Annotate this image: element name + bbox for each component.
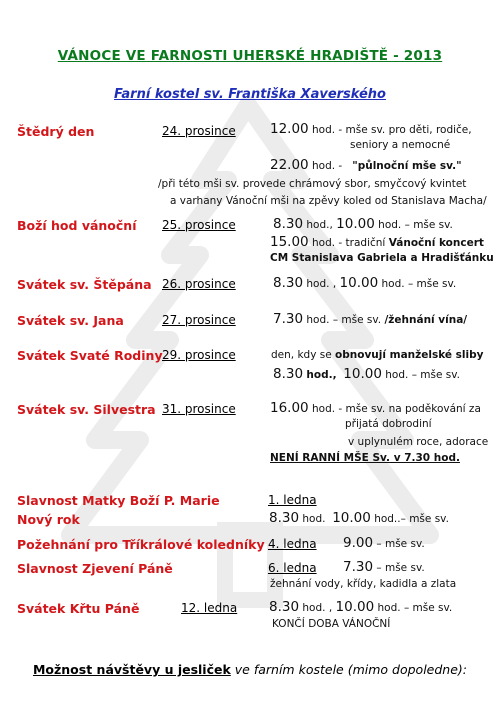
st-sylvester-note: NENÍ RANNÍ MŠE Sv. v 7.30 hod. (270, 452, 460, 464)
feast-st-john: Svátek sv. Jana (17, 313, 124, 328)
church-subtitle: Farní kostel sv. Františka Xaverského (114, 87, 386, 102)
christmas-day-line-1: 8.30 hod., 10.00 hod. – mše sv. (273, 216, 453, 232)
christmas-eve-note-2: a varhany Vánoční mši na zpěvy koled od Stanislava Macha/ (170, 195, 487, 207)
feast-christmas-eve: Štědrý den (17, 124, 95, 139)
feast-new-year: Nový rok (17, 512, 80, 527)
st-sylvester-line-2: přijatá dobrodiní (345, 418, 432, 430)
date-st-sylvester: 31. prosince (162, 402, 236, 416)
christmas-eve-line-3: 22.00 hod. - "půlnoční mše sv." (270, 157, 462, 173)
christmas-eve-line-1: 12.00 hod. - mše sv. pro děti, rodiče, (270, 121, 472, 137)
christmas-day-line-3: CM Stanislava Gabriela a Hradišťánku (270, 252, 494, 264)
christmas-eve-line-2: seniory a nemocné (350, 139, 451, 151)
baptism-line-2: KONČÍ DOBA VÁNOČNÍ (272, 618, 391, 630)
date-christmas-day: 25. prosince (162, 218, 236, 232)
date-mary-mother-of-god: 1. ledna (268, 493, 317, 507)
feast-st-sylvester: Svátek sv. Silvestra (17, 402, 156, 417)
christmas-eve-note-1: /při této mši sv. provede chrámový sbor, smyčcový kvintet (158, 178, 467, 190)
baptism-line-1: 8.30 hod. , 10.00 hod. – mše sv. (269, 599, 453, 615)
three-kings-line-1: 9.00 – mše sv. (343, 535, 425, 551)
feast-mary-mother-of-god: Slavnost Matky Boží P. Marie (17, 493, 220, 508)
st-stephen-line-1: 8.30 hod. , 10.00 hod. – mše sv. (273, 275, 457, 291)
feast-three-kings-blessing: Požehnání pro Tříkrálové koledníky (17, 537, 265, 552)
st-sylvester-line-1: 16.00 hod. - mše sv. na poděkování za (270, 400, 481, 416)
date-three-kings-blessing: 4. ledna (268, 537, 317, 551)
date-baptism-of-lord: 12. ledna (181, 601, 238, 615)
date-st-john: 27. prosince (162, 313, 236, 327)
feast-christmas-day: Boží hod vánoční (17, 218, 137, 233)
date-holy-family: 29. prosince (162, 348, 236, 362)
date-st-stephen: 26. prosince (162, 277, 236, 291)
date-epiphany: 6. ledna (268, 561, 317, 575)
holy-family-line-2: 8.30 hod., 10.00 hod. – mše sv. (273, 366, 461, 382)
feast-st-stephen: Svátek sv. Štěpána (17, 277, 152, 292)
feast-holy-family: Svátek Svaté Rodiny (17, 348, 163, 363)
st-john-line-1: 7.30 hod. – mše sv. /žehnání vína/ (273, 311, 468, 327)
feast-baptism-of-lord: Svátek Křtu Páně (17, 601, 140, 616)
nativity-visit-note: Možnost návštěvy u jesliček ve farním kostele (mimo dopoledne): (32, 662, 467, 677)
christmas-day-line-2: 15.00 hod. - tradiční Vánoční koncert (270, 234, 484, 250)
epiphany-line-1: 7.30 – mše sv. (343, 559, 425, 575)
st-sylvester-line-3: v uplynulém roce, adorace (348, 436, 489, 448)
feast-epiphany: Slavnost Zjevení Páně (17, 561, 173, 576)
epiphany-line-2: žehnání vody, křídy, kadidla a zlata (270, 578, 457, 590)
holy-family-line-1: den, kdy se obnovují manželské sliby (271, 349, 484, 361)
new-year-line-1: 8.30 hod. 10.00 hod..– mše sv. (269, 510, 449, 526)
date-christmas-eve: 24. prosince (162, 124, 236, 138)
page-title: VÁNOCE VE FARNOSTI UHERSKÉ HRADIŠTĚ - 2013 (57, 48, 443, 64)
